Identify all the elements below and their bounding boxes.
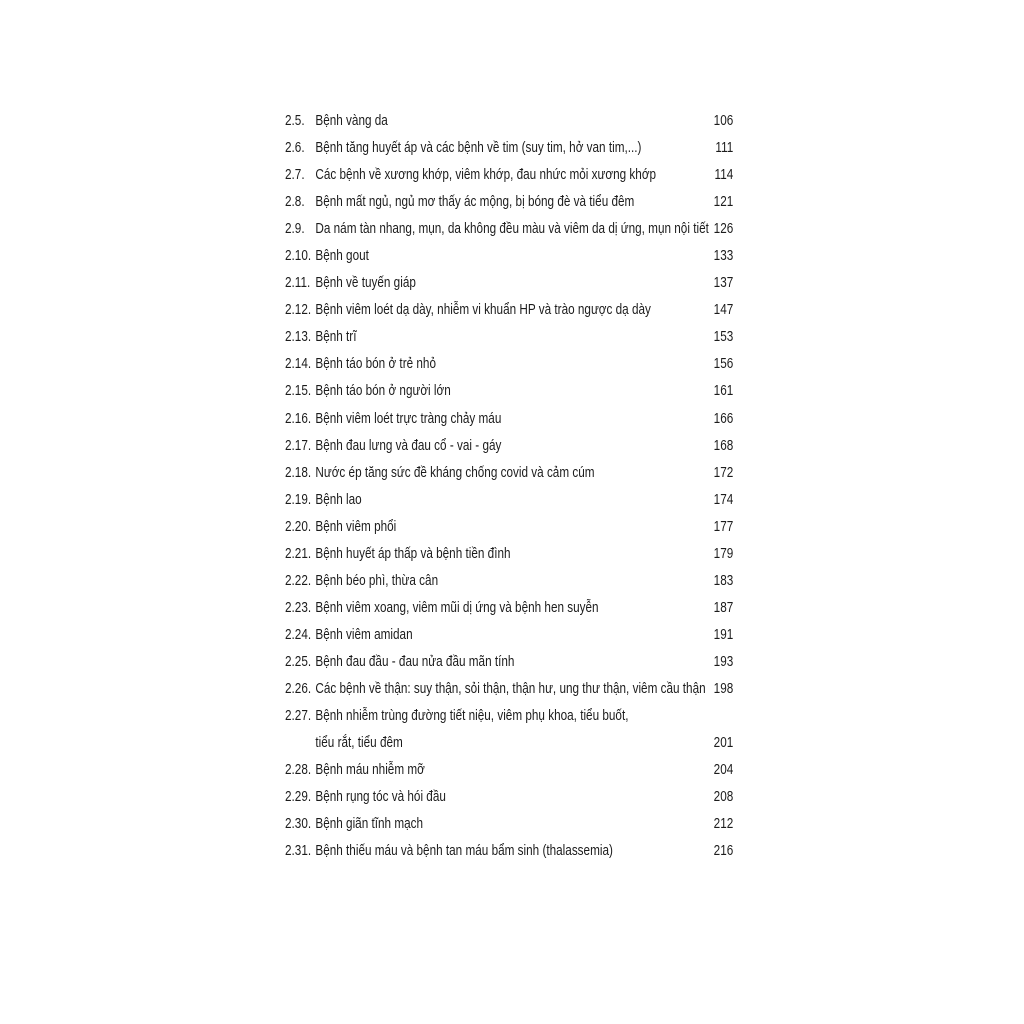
entry-number: 2.18. xyxy=(285,464,312,481)
entry-number: 2.5. xyxy=(285,113,305,129)
entry-title: Bệnh rụng tóc và hói đầu xyxy=(315,789,446,806)
entry-number: 2.16. xyxy=(285,410,312,427)
toc-entry xyxy=(285,595,733,622)
entry-title: Các bệnh về thận: suy thận, sỏi thận, thận hư, ung thư thận, viêm cầu thận xyxy=(315,680,706,697)
entry-number: 2.27. xyxy=(285,708,312,725)
toc-entry xyxy=(285,541,733,568)
toc-entry xyxy=(285,838,733,865)
toc-entry xyxy=(285,189,733,216)
entry-title: Bệnh vàng da xyxy=(315,113,388,129)
entry-page-number: 147 xyxy=(709,297,734,324)
entry-title: Bệnh đau lưng và đau cổ - vai - gáy xyxy=(315,437,502,454)
toc-entry xyxy=(285,811,733,838)
entry-page-number: 183 xyxy=(709,568,734,595)
entry-title: Bệnh máu nhiễm mỡ xyxy=(315,762,425,779)
entry-title: Bệnh viêm loét trực tràng chảy máu xyxy=(315,410,502,427)
entry-title: Bệnh huyết áp thấp và bệnh tiền đình xyxy=(315,545,511,562)
toc-entry-continuation xyxy=(285,730,733,757)
toc-entry xyxy=(285,406,733,433)
entry-page-number: 204 xyxy=(709,757,734,784)
entry-page-number: 137 xyxy=(709,270,734,297)
entry-number: 2.21. xyxy=(285,545,312,562)
entry-number: 2.6. xyxy=(285,140,305,157)
entry-number: 2.28. xyxy=(285,762,312,779)
toc-entry xyxy=(285,324,733,351)
entry-number: 2.9. xyxy=(285,221,305,238)
entry-title: Bệnh lao xyxy=(315,491,362,508)
entry-page-number: 121 xyxy=(709,189,734,216)
toc-entry xyxy=(285,460,733,487)
entry-page-number: 198 xyxy=(709,676,734,703)
entry-number: 2.24. xyxy=(285,626,312,643)
entry-title: Bệnh béo phì, thừa cân xyxy=(315,572,439,589)
toc-entry xyxy=(285,243,733,270)
entry-title: Bệnh đau đầu - đau nửa đầu mãn tính xyxy=(315,653,515,670)
entry-page-number: 168 xyxy=(709,433,734,460)
entry-title: Bệnh táo bón ở người lớn xyxy=(315,383,451,400)
entry-number: 2.13. xyxy=(285,329,312,346)
entry-number: 2.23. xyxy=(285,599,312,616)
entry-page-number: 187 xyxy=(709,595,734,622)
toc-list xyxy=(285,108,733,865)
entry-title: Bệnh trĩ xyxy=(315,329,357,346)
entry-title-continued: tiểu rắt, tiểu đêm xyxy=(315,735,403,752)
toc-entry xyxy=(285,270,733,297)
toc-entry xyxy=(285,676,733,703)
entry-page-number: 208 xyxy=(709,784,734,811)
toc-entry xyxy=(285,433,733,460)
entry-title: Bệnh về tuyến giáp xyxy=(315,275,416,292)
toc-entry xyxy=(285,703,733,730)
entry-number: 2.26. xyxy=(285,680,312,697)
entry-number: 2.29. xyxy=(285,789,312,806)
entry-page-number: 111 xyxy=(710,135,733,162)
entry-number: 2.22. xyxy=(285,572,312,589)
entry-title: Bệnh táo bón ở trẻ nhỏ xyxy=(315,356,436,373)
entry-page-number: 201 xyxy=(709,730,734,757)
entry-page-number: 133 xyxy=(709,243,734,270)
entry-title: Các bệnh về xương khớp, viêm khớp, đau nhức mỏi xương khớp xyxy=(315,167,657,184)
toc-entry xyxy=(285,622,733,649)
entry-number: 2.20. xyxy=(285,518,312,535)
entry-page-number: 126 xyxy=(709,216,734,243)
toc-entry xyxy=(285,135,733,162)
entry-title: Bệnh viêm amidan xyxy=(315,626,413,643)
toc-entry xyxy=(285,514,733,541)
entry-number: 2.12. xyxy=(285,302,312,319)
entry-page-number: 193 xyxy=(709,649,734,676)
entry-number: 2.25. xyxy=(285,653,312,670)
entry-number: 2.15. xyxy=(285,383,312,400)
entry-page-number: 114 xyxy=(710,162,734,189)
entry-number: 2.8. xyxy=(285,194,305,211)
toc-entry xyxy=(285,351,733,378)
entry-title: Bệnh viêm xoang, viêm mũi dị ứng và bệnh hen suyễn xyxy=(315,599,599,616)
entry-page-number: 179 xyxy=(709,541,734,568)
toc-entry xyxy=(285,216,733,243)
entry-title: Bệnh viêm phổi xyxy=(315,518,397,535)
entry-title: Bệnh viêm loét dạ dày, nhiễm vi khuẩn HP và trào ngược dạ dày xyxy=(315,302,651,319)
toc-entry xyxy=(285,108,733,135)
entry-title: Bệnh gout xyxy=(315,248,369,265)
entry-title: Nước ép tăng sức đề kháng chống covid và cảm cúm xyxy=(315,464,595,481)
toc-entry xyxy=(285,757,733,784)
entry-page-number: 212 xyxy=(709,811,734,838)
entry-number: 2.7. xyxy=(285,167,305,184)
entry-page-number: 166 xyxy=(709,406,734,433)
entry-title: Bệnh mất ngủ, ngủ mơ thấy ác mộng, bị bóng đè và tiểu đêm xyxy=(315,194,635,211)
entry-page-number: 161 xyxy=(709,378,734,405)
entry-page-number: 216 xyxy=(709,838,734,865)
toc-entry xyxy=(285,487,733,514)
entry-page-number: 172 xyxy=(709,460,734,487)
toc-entry xyxy=(285,162,733,189)
entry-page-number: 174 xyxy=(709,487,734,514)
entry-title: Bệnh thiếu máu và bệnh tan máu bẩm sinh (thalassemia) xyxy=(315,843,613,860)
entry-number: 2.11. xyxy=(285,275,311,292)
entry-number: 2.14. xyxy=(285,356,312,373)
entry-title: Bệnh giãn tĩnh mạch xyxy=(315,816,424,833)
entry-title: Da nám tàn nhang, mụn, da không đều màu và viêm da dị ứng, mụn nội tiết xyxy=(315,221,709,238)
toc-entry xyxy=(285,649,733,676)
entry-page-number: 177 xyxy=(709,514,734,541)
entry-page-number: 191 xyxy=(709,622,734,649)
entry-page-number: 153 xyxy=(709,324,734,351)
entry-title: Bệnh nhiễm trùng đường tiết niệu, viêm phụ khoa, tiểu buốt, xyxy=(315,708,629,725)
entry-page-number: 156 xyxy=(709,351,734,378)
entry-number: 2.10. xyxy=(285,248,312,265)
entry-number: 2.19. xyxy=(285,491,312,508)
entry-number: 2.17. xyxy=(285,437,312,454)
toc-entry xyxy=(285,568,733,595)
toc-entry xyxy=(285,784,733,811)
entry-title: Bệnh tăng huyết áp và các bệnh về tim (suy tim, hở van tim,...) xyxy=(315,140,642,157)
entry-number: 2.31. xyxy=(285,843,312,860)
entry-page-number: 106 xyxy=(709,108,734,135)
toc-entry xyxy=(285,378,733,405)
toc-entry xyxy=(285,297,733,324)
entry-number: 2.30. xyxy=(285,816,312,833)
